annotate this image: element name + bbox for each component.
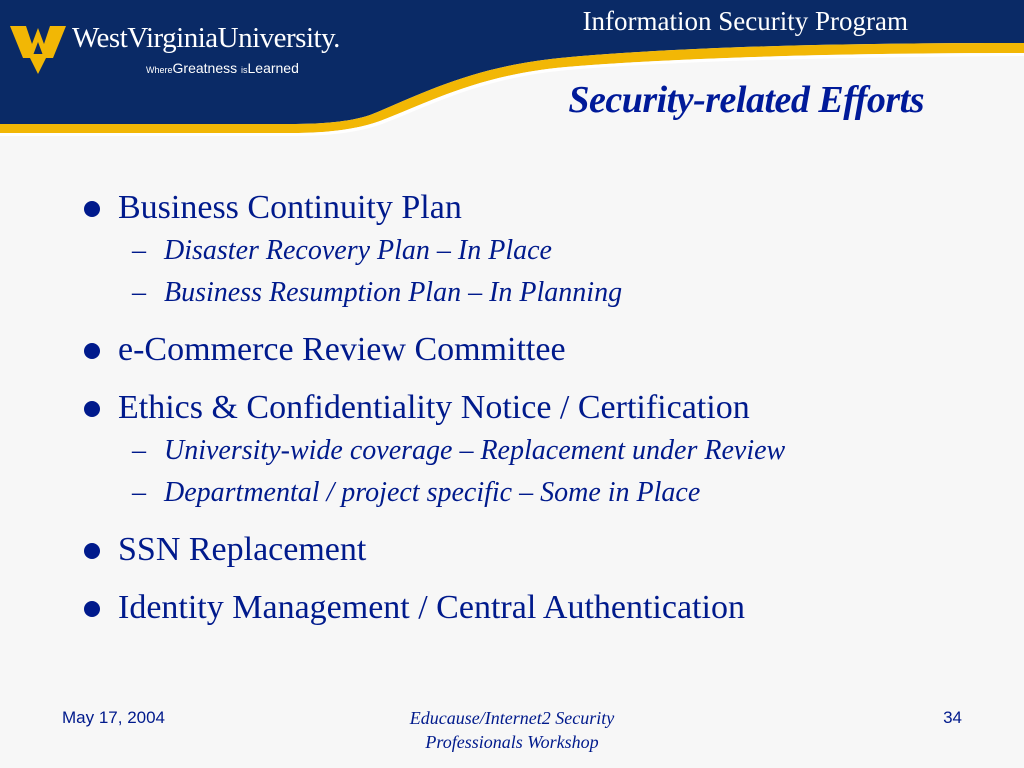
bullet-dot-icon (84, 601, 100, 617)
bullet-item (80, 586, 990, 630)
sub-bullet-text: Departmental / project specific – Some in Place (164, 477, 701, 508)
bullet-dot-icon (84, 201, 100, 217)
bullet-item (80, 328, 990, 372)
dash-icon: – (132, 435, 146, 466)
sub-bullet-item (80, 472, 990, 514)
dash-icon: – (132, 235, 146, 266)
bullet-item (80, 386, 990, 430)
bullet-dot-icon (84, 401, 100, 417)
footer-event-line2: Professionals Workshop (425, 732, 599, 752)
wvu-logo (10, 20, 340, 82)
dash-icon: – (132, 277, 146, 308)
page-number: 34 (943, 708, 962, 727)
bullet-dot-icon (84, 343, 100, 359)
logo-wordmark: WestVirginiaUniversity. (72, 22, 340, 54)
slide-title: Security-related Efforts (568, 79, 924, 121)
bullet-item (80, 528, 990, 572)
sub-bullet-item (80, 430, 990, 472)
logo-tagline (146, 60, 299, 76)
bullet-text: e-Commerce Review Committee (118, 331, 566, 368)
tagline-learned: Learned (247, 60, 299, 76)
bullet-text: Identity Management / Central Authentication (118, 589, 745, 626)
footer-date: May 17, 2004 (62, 708, 166, 727)
footer-event (362, 706, 662, 754)
program-title: Information Security Program (582, 6, 908, 36)
bullet-text: SSN Replacement (118, 531, 367, 568)
flying-wv-icon (10, 24, 66, 74)
dash-icon: – (132, 477, 146, 508)
sub-bullet-item (80, 272, 990, 314)
sub-bullet-text: Business Resumption Plan – In Planning (164, 277, 623, 308)
sub-bullet-text: Disaster Recovery Plan – In Place (164, 235, 552, 266)
sub-bullet-text: University-wide coverage – Replacement under Review (164, 435, 786, 466)
footer-event-line1: Educause/Internet2 Security (409, 708, 615, 728)
bullet-text: Business Continuity Plan (118, 189, 462, 226)
sub-bullet-item (80, 230, 990, 272)
tagline-is: is (241, 65, 248, 75)
bullet-text: Ethics & Confidentiality Notice / Certification (118, 389, 750, 426)
bullet-dot-icon (84, 543, 100, 559)
bullet-list (80, 186, 990, 630)
bullet-item (80, 186, 990, 230)
tagline-greatness: Greatness (172, 60, 238, 76)
tagline-where: Where (146, 65, 173, 75)
